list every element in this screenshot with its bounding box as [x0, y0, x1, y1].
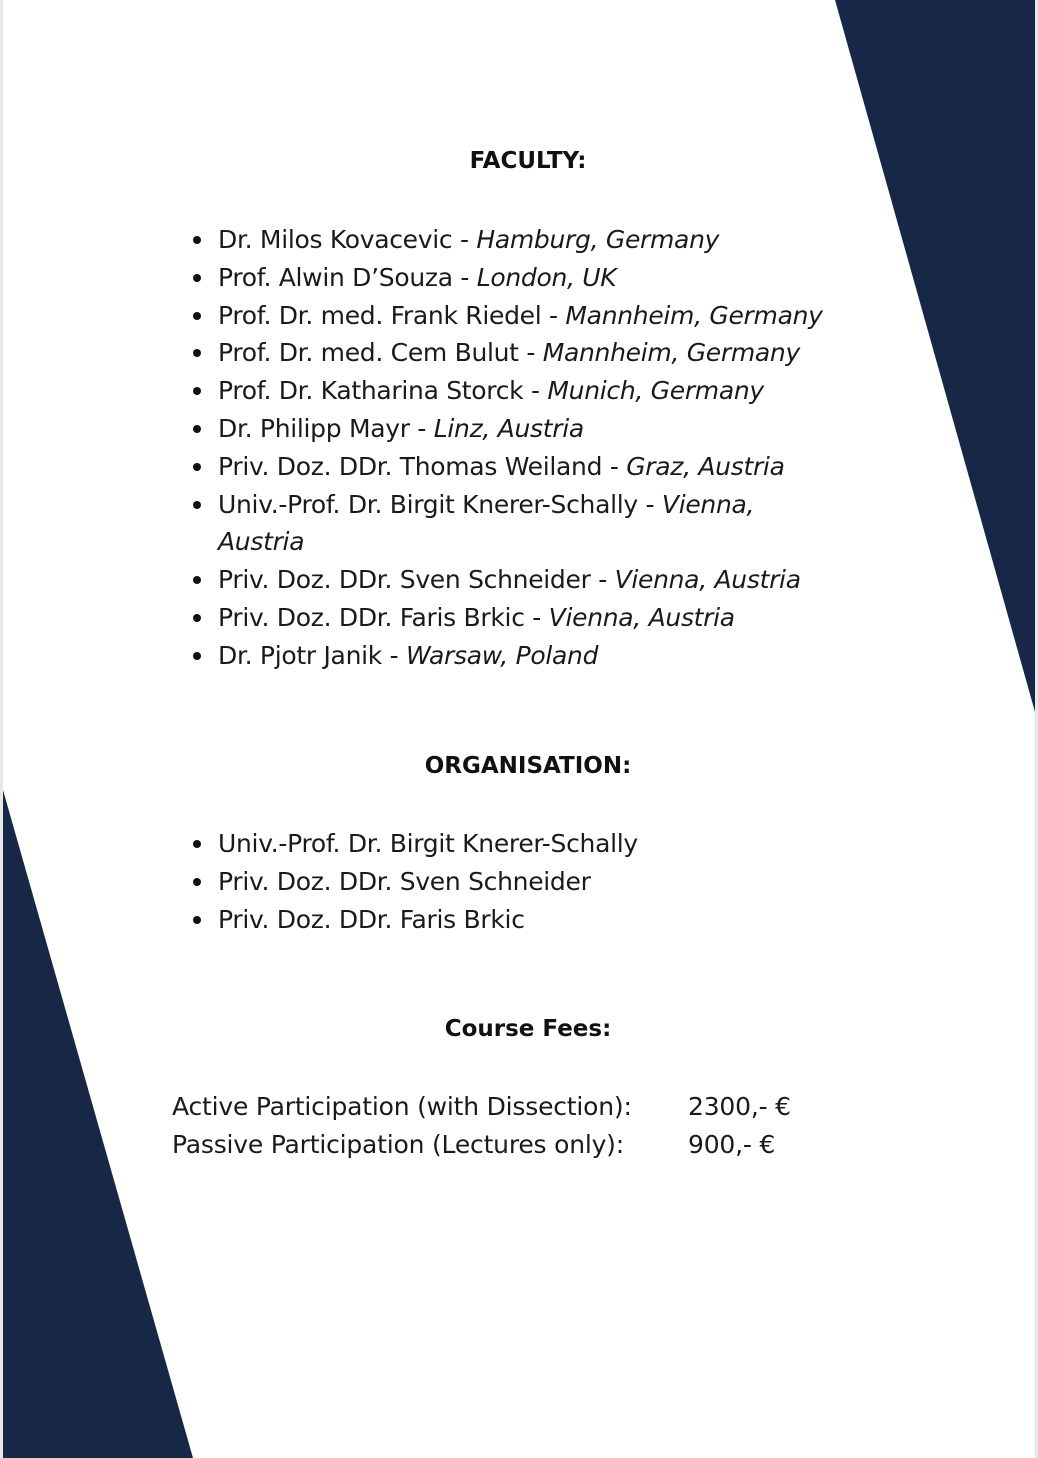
faculty-member-location: Vienna, Austria [614, 565, 801, 595]
faculty-member-location: Hamburg, Germany [476, 225, 720, 254]
faculty-member [218, 334, 848, 372]
faculty-member [218, 637, 848, 675]
fee-row [172, 1126, 791, 1164]
course-fees-heading: Course Fees: [444, 1016, 612, 1042]
faculty-member-location: Munich, Germany [547, 376, 764, 406]
fee-value: 900,- € [688, 1129, 776, 1159]
faculty-member-location: Linz, Austria [433, 413, 584, 443]
name-location-separator: - [518, 338, 543, 368]
fee-label: Active Participation (with Dissection): [172, 1092, 632, 1121]
faculty-member [218, 561, 848, 599]
faculty-member [218, 448, 848, 486]
fee-label: Passive Participation (Lectures only): [172, 1129, 624, 1159]
organisation-heading: ORGANISATION: [424, 753, 632, 779]
name-location-separator: - [452, 225, 477, 254]
name-location-separator: - [602, 451, 627, 481]
faculty-member-location: Warsaw, Poland [405, 640, 599, 670]
faculty-member-name: Priv. Doz. DDr. Thomas Weiland [218, 451, 603, 481]
name-location-separator: - [409, 413, 434, 443]
organisation-list [218, 825, 638, 938]
faculty-member [218, 259, 848, 297]
name-location-separator: - [524, 602, 549, 632]
faculty-member-location: London, UK [476, 262, 617, 292]
faculty-list [218, 221, 848, 675]
document-page [3, 0, 1035, 1458]
navy-shape-top-right [835, 0, 1035, 712]
faculty-member-location: Mannheim, Germany [565, 300, 823, 330]
fee-value: 2300,- € [688, 1092, 791, 1121]
faculty-member-name: Priv. Doz. DDr. Faris Brkic [218, 602, 525, 632]
faculty-member [218, 486, 848, 562]
faculty-member-name: Dr. Milos Kovacevic [218, 225, 453, 254]
faculty-member [218, 221, 848, 259]
name-location-separator: - [541, 300, 566, 330]
name-location-separator: - [637, 489, 662, 519]
name-location-separator: - [452, 262, 477, 292]
organisation-member: Priv. Doz. DDr. Faris Brkic [218, 901, 638, 939]
name-location-separator: - [381, 640, 406, 670]
course-fees-table [172, 1088, 791, 1163]
faculty-member-name: Priv. Doz. DDr. Sven Schneider [218, 565, 591, 595]
faculty-member-location: Graz, Austria [626, 451, 785, 481]
decorative-background [3, 0, 1035, 1458]
faculty-member-name: Dr. Pjotr Janik [218, 640, 382, 670]
faculty-member [218, 297, 848, 335]
faculty-member-name: Prof. Dr. med. Cem Bulut [218, 338, 519, 368]
faculty-member-name: Prof. Dr. Katharina Storck [218, 376, 524, 406]
faculty-member [218, 599, 848, 637]
faculty-member-name: Dr. Philipp Mayr [218, 413, 410, 443]
faculty-member-location: Vienna, Austria [548, 602, 735, 632]
organisation-member: Univ.-Prof. Dr. Birgit Knerer-Schally [218, 825, 638, 863]
faculty-member-location: Mannheim, Germany [542, 338, 800, 368]
name-location-separator: - [590, 565, 615, 595]
faculty-member [218, 410, 848, 448]
faculty-member [218, 372, 848, 410]
name-location-separator: - [523, 376, 548, 406]
fee-row [172, 1088, 791, 1126]
faculty-member-location: Vienna, Austria [218, 489, 755, 557]
organisation-member: Priv. Doz. DDr. Sven Schneider [218, 863, 638, 901]
faculty-member-name: Prof. Dr. med. Frank Riedel [218, 300, 542, 330]
faculty-member-name: Univ.-Prof. Dr. Birgit Knerer-Schally [218, 489, 638, 519]
faculty-member-name: Prof. Alwin D’Souza [218, 262, 453, 292]
navy-shape-bottom-left [3, 790, 193, 1458]
faculty-heading: FACULTY: [469, 148, 587, 174]
